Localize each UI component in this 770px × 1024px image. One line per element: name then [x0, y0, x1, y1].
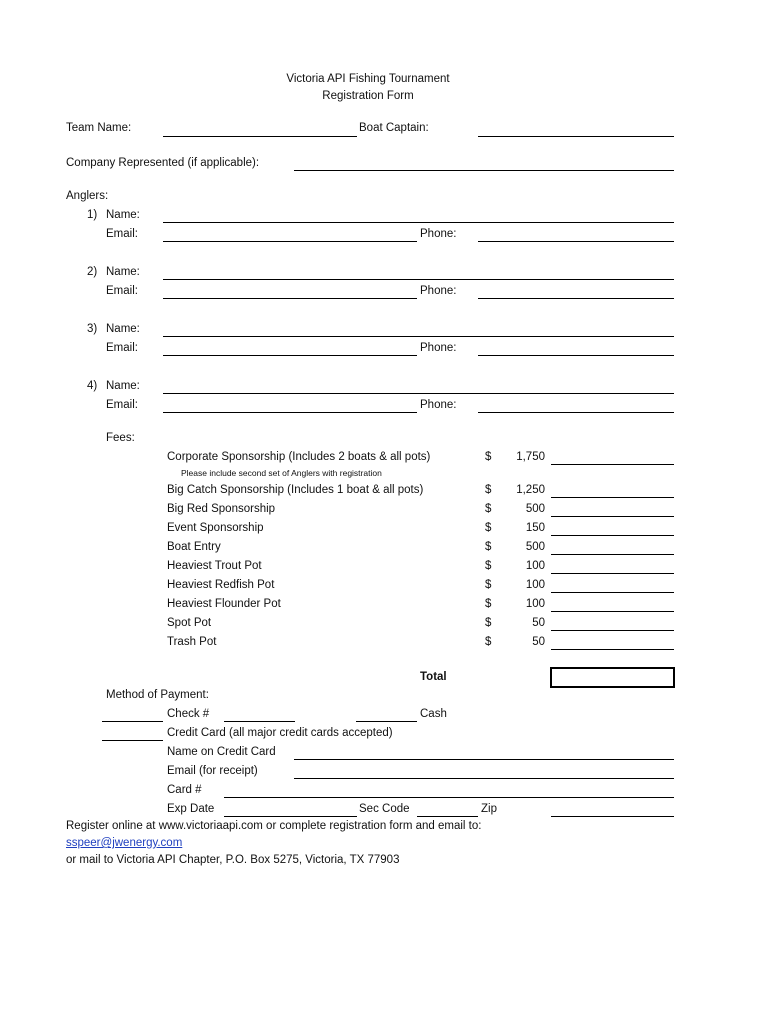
form-subtitle: Registration Form	[322, 90, 414, 102]
angler-name-field[interactable]	[163, 279, 674, 280]
angler-phone-field[interactable]	[478, 355, 674, 356]
angler-name-label: Name:	[106, 380, 140, 392]
fee-currency: $	[485, 484, 492, 496]
fee-note: Please include second set of Anglers with registration	[181, 468, 382, 478]
angler-email-field[interactable]	[163, 298, 417, 299]
angler-email-label: Email:	[106, 228, 138, 240]
zip-label: Zip	[481, 803, 497, 815]
fee-label: Trash Pot	[167, 636, 217, 648]
fee-amount-field[interactable]	[551, 464, 674, 465]
fee-currency: $	[485, 541, 492, 553]
fee-amount: 50	[532, 636, 545, 648]
mail-address-text: or mail to Victoria API Chapter, P.O. Box 5275, Victoria, TX 77903	[66, 854, 400, 866]
check-select-line[interactable]	[102, 721, 163, 722]
fee-label: Heaviest Flounder Pot	[167, 598, 281, 610]
cash-select-line[interactable]	[356, 721, 417, 722]
fee-amount: 100	[525, 598, 545, 610]
angler-name-label: Name:	[106, 266, 140, 278]
fee-label: Heaviest Redfish Pot	[167, 579, 275, 591]
email-receipt-label: Email (for receipt)	[167, 765, 258, 777]
fee-amount: 500	[525, 503, 545, 515]
sec-code-label: Sec Code	[359, 803, 410, 815]
check-number-field[interactable]	[224, 721, 295, 722]
angler-email-field[interactable]	[163, 355, 417, 356]
name-on-card-label: Name on Credit Card	[167, 746, 276, 758]
angler-email-label: Email:	[106, 285, 138, 297]
fee-amount-field[interactable]	[551, 535, 674, 536]
fee-currency: $	[485, 451, 492, 463]
fee-amount: 500	[525, 541, 545, 553]
fee-currency: $	[485, 617, 492, 629]
card-number-field[interactable]	[224, 797, 674, 798]
fee-currency: $	[485, 579, 492, 591]
team-name-field[interactable]	[163, 136, 357, 137]
register-online-text: Register online at www.victoriaapi.com or complete registration form and email to:	[66, 820, 482, 832]
fee-amount-field[interactable]	[551, 554, 674, 555]
fee-currency: $	[485, 503, 492, 515]
angler-email-field[interactable]	[163, 241, 417, 242]
angler-phone-label: Phone:	[420, 399, 457, 411]
angler-number: 4)	[87, 380, 98, 392]
fee-currency: $	[485, 598, 492, 610]
anglers-heading: Anglers:	[66, 190, 109, 202]
fee-label: Big Red Sponsorship	[167, 503, 276, 515]
exp-date-field[interactable]	[224, 816, 357, 817]
angler-phone-field[interactable]	[478, 298, 674, 299]
fee-amount: 100	[525, 560, 545, 572]
fee-label: Boat Entry	[167, 541, 221, 553]
fee-amount-field[interactable]	[551, 592, 674, 593]
fee-amount-field[interactable]	[551, 516, 674, 517]
contact-email-link[interactable]: sspeer@jwenergy.com	[66, 837, 183, 849]
fee-label: Spot Pot	[167, 617, 212, 629]
name-on-card-field[interactable]	[294, 759, 674, 760]
credit-select-line[interactable]	[102, 740, 163, 741]
angler-phone-label: Phone:	[420, 342, 457, 354]
boat-captain-field[interactable]	[478, 136, 674, 137]
fee-label: Corporate Sponsorship (Includes 2 boats & all pots)	[167, 451, 431, 463]
angler-phone-field[interactable]	[478, 412, 674, 413]
fee-amount: 150	[525, 522, 545, 534]
angler-email-label: Email:	[106, 399, 138, 411]
angler-number: 3)	[87, 323, 98, 335]
credit-card-label: Credit Card (all major credit cards accepted)	[167, 727, 393, 739]
angler-name-label: Name:	[106, 209, 140, 221]
fee-amount-field[interactable]	[551, 649, 674, 650]
angler-number: 2)	[87, 266, 98, 278]
boat-captain-label: Boat Captain:	[359, 122, 429, 134]
company-label: Company Represented (if applicable):	[66, 157, 260, 169]
angler-phone-label: Phone:	[420, 285, 457, 297]
cash-label: Cash	[420, 708, 447, 720]
fee-amount-field[interactable]	[551, 611, 674, 612]
angler-email-field[interactable]	[163, 412, 417, 413]
fee-currency: $	[485, 636, 492, 648]
fee-amount: 1,250	[516, 484, 545, 496]
company-field[interactable]	[294, 170, 674, 171]
fee-label: Big Catch Sponsorship (Includes 1 boat & all pots)	[167, 484, 424, 496]
fee-amount: 50	[532, 617, 545, 629]
angler-name-field[interactable]	[163, 393, 674, 394]
email-receipt-field[interactable]	[294, 778, 674, 779]
angler-number: 1)	[87, 209, 98, 221]
check-label: Check #	[167, 708, 210, 720]
payment-heading: Method of Payment:	[106, 689, 209, 701]
fee-amount-field[interactable]	[551, 497, 674, 498]
sec-code-field[interactable]	[417, 816, 478, 817]
angler-name-label: Name:	[106, 323, 140, 335]
fees-heading: Fees:	[106, 432, 135, 444]
fee-label: Heaviest Trout Pot	[167, 560, 262, 572]
zip-field[interactable]	[551, 816, 674, 817]
fee-currency: $	[485, 560, 492, 572]
angler-email-label: Email:	[106, 342, 138, 354]
exp-date-label: Exp Date	[167, 803, 215, 815]
angler-phone-label: Phone:	[420, 228, 457, 240]
card-number-label: Card #	[167, 784, 202, 796]
fee-amount: 1,750	[516, 451, 545, 463]
fee-amount-field[interactable]	[551, 630, 674, 631]
angler-name-field[interactable]	[163, 222, 674, 223]
total-box[interactable]	[550, 667, 675, 688]
form-title: Victoria API Fishing Tournament	[286, 73, 450, 85]
angler-name-field[interactable]	[163, 336, 674, 337]
team-name-label: Team Name:	[66, 122, 132, 134]
fee-amount-field[interactable]	[551, 573, 674, 574]
fee-currency: $	[485, 522, 492, 534]
fee-label: Event Sponsorship	[167, 522, 264, 534]
angler-phone-field[interactable]	[478, 241, 674, 242]
fee-amount: 100	[525, 579, 545, 591]
total-label: Total	[420, 671, 447, 683]
